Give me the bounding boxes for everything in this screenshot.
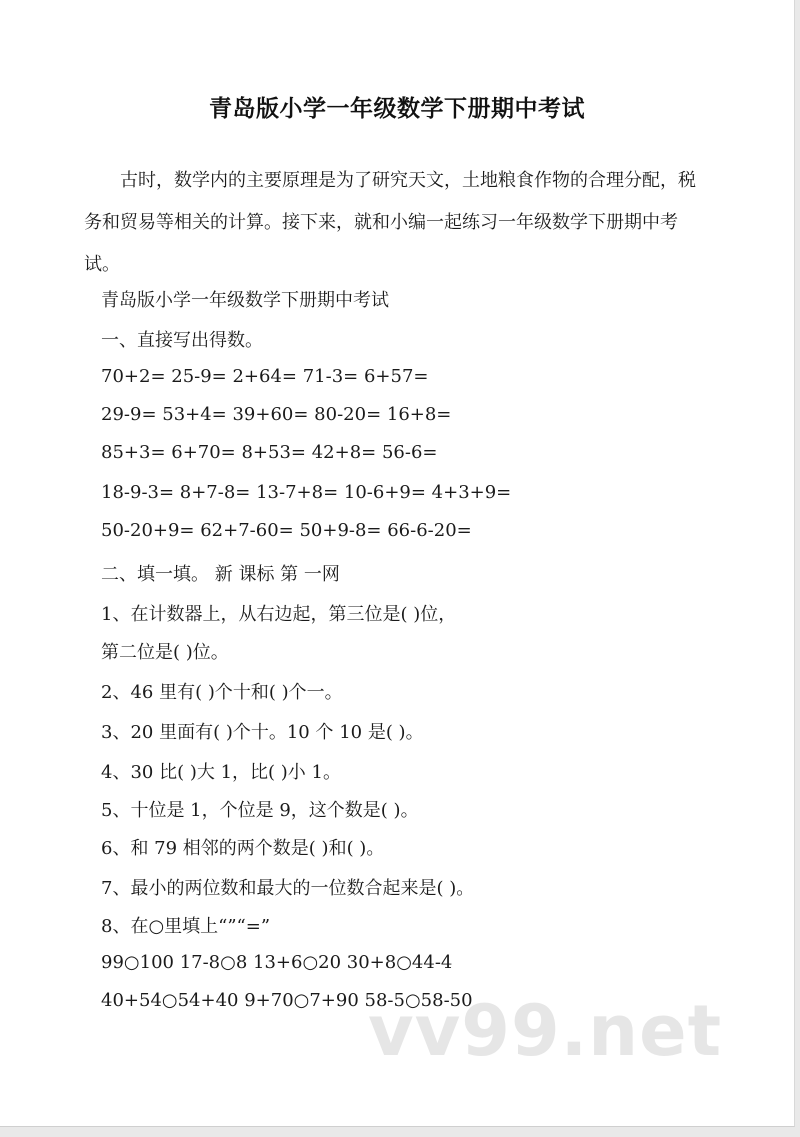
calc-row: 18-9-3= 8+7-8= 13-7+8= 10-6+9= 4+3+9= bbox=[101, 482, 512, 503]
fill-item: 6、和 79 相邻的两个数是( )和( )。 bbox=[101, 838, 385, 859]
fill-item: 5、十位是 1，个位是 9，这个数是( )。 bbox=[101, 800, 419, 821]
calc-row: 70+2= 25-9= 2+64= 71-3= 6+57= bbox=[101, 366, 429, 387]
question-heading-2: 二、填一填。 新 课标 第 一网 bbox=[101, 564, 340, 585]
calc-row: 85+3= 6+70= 8+53= 42+8= 56-6= bbox=[101, 442, 438, 463]
section-heading: 青岛版小学一年级数学下册期中考试 bbox=[101, 290, 389, 311]
intro-paragraph: 古时，数学内的主要原理是为了研究天文，土地粮食作物的合理分配，税务和贸易等相关的计算。接下来，就和小编一起练习一年级数学下册期中考试。 bbox=[84, 170, 696, 275]
calc-row: 50-20+9= 62+7-60= 50+9-8= 66-6-20= bbox=[101, 520, 472, 541]
question-heading-1: 一、直接写出得数。 bbox=[101, 330, 263, 351]
fill-item: 1、在计数器上，从右边起，第三位是( )位， bbox=[101, 604, 457, 625]
fill-item: 3、20 里面有( )个十。10 个 10 是( )。 bbox=[101, 722, 424, 743]
fill-item: 4、30 比( )大 1，比( )小 1。 bbox=[101, 762, 341, 783]
calc-row: 29-9= 53+4= 39+60= 80-20= 16+8= bbox=[101, 404, 452, 425]
watermark: vv99.net bbox=[368, 990, 723, 1072]
compare-row: 99○100 17-8○8 13+6○20 30+8○44-4 bbox=[101, 952, 453, 973]
fill-item: 2、46 里有( )个十和( )个一。 bbox=[101, 682, 343, 703]
compare-row: 40+54○54+40 9+70○7+90 58-5○58-50 bbox=[101, 990, 473, 1011]
fill-item: 8、在○里填上“”“=” bbox=[101, 916, 271, 937]
fill-item: 7、最小的两位数和最大的一位数合起来是( )。 bbox=[101, 878, 475, 899]
fill-item: 第二位是( )位。 bbox=[101, 642, 229, 663]
document-title: 青岛版小学一年级数学下册期中考试 bbox=[209, 96, 585, 122]
